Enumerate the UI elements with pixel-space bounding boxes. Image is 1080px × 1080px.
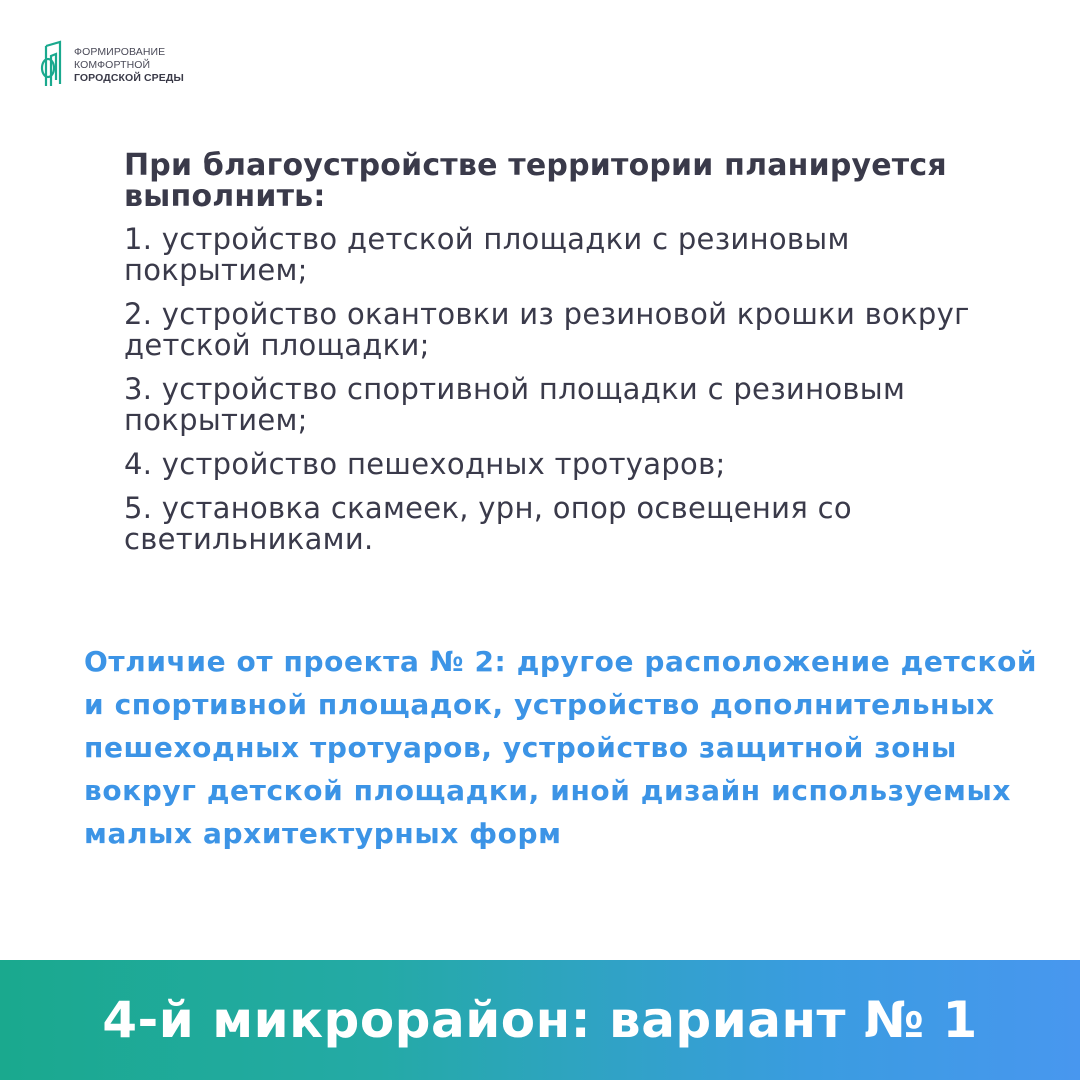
bottom-banner xyxy=(0,960,1080,1080)
list-item: 3. устройство спортивной площадки с резиновым покрытием; xyxy=(124,372,906,437)
banner-title: 4-й микрорайон: вариант № 1 xyxy=(102,991,978,1049)
logo xyxy=(38,40,184,90)
list-item: 2. устройство окантовки из резиновой крошки вокруг детской площадки; xyxy=(124,297,970,362)
list-item: 1. устройство детской площадки с резиновым покрытием; xyxy=(124,222,850,287)
logo-line-3: ГОРОДСКОЙ СРЕДЫ xyxy=(74,71,184,84)
list-item: 5. установка скамеек, урн, опор освещения со светильниками. xyxy=(124,491,852,556)
content-heading: При благоустройстве территории планируется выполнить: xyxy=(124,148,947,214)
difference-note: Отличие от проекта № 2: другое расположение детской и спортивной площадок, устройство дополнительных пешеходных тротуаров, устройство защитной зоны вокруг детской площадки, иной дизайн используемых малых архитектурных форм xyxy=(84,645,1038,850)
logo-line-1: ФОРМИРОВАНИЕ xyxy=(74,45,166,58)
logo-line-2: КОМФОРТНОЙ xyxy=(74,58,151,71)
list-item: 4. устройство пешеходных тротуаров; xyxy=(124,447,726,481)
main-content xyxy=(124,150,1024,568)
fks-logo-icon xyxy=(38,40,68,90)
logo-text xyxy=(74,46,184,85)
